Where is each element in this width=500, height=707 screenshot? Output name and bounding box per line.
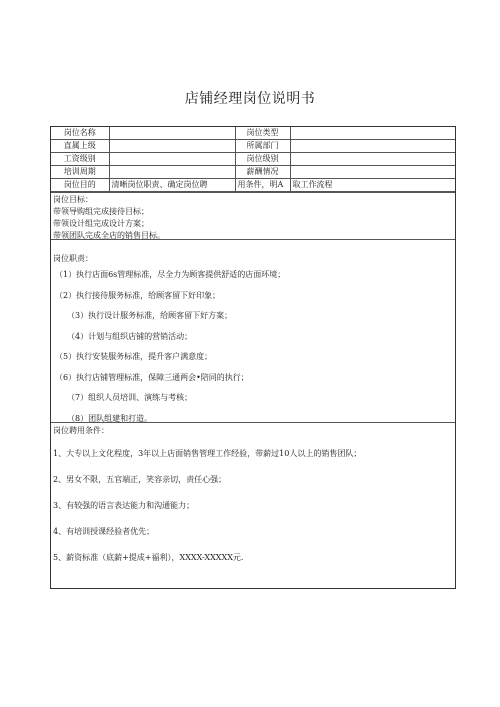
list-item: （8）团队组建和打造。 [67, 413, 153, 422]
job-purpose-label: 岗位目的 [51, 179, 109, 192]
list-item: 1、大专以上文化程度，3年以上店面销售管理工作经验，带薪过10人以上的销售团队； [53, 449, 362, 458]
table-row [51, 140, 455, 153]
direct-supervisor-value[interactable] [109, 140, 235, 153]
department-label: 所属部门 [235, 140, 290, 153]
hiring-requirements-section [51, 422, 455, 588]
list-item: 带领导购组完成接待目标； [53, 207, 149, 216]
salary-level-label: 工资级别 [51, 153, 109, 166]
list-item: 4、有培训授课经验者优先； [53, 527, 155, 536]
job-info-table [51, 127, 455, 192]
list-item: 带领团队完成全店的销售目标。 [53, 231, 165, 239]
table-row [51, 127, 455, 140]
training-period-value[interactable] [109, 166, 235, 179]
table-row [51, 179, 455, 192]
list-item: （1）执行店面6s管理标准，尽全力为顾客提供舒适的店面环境； [55, 270, 286, 279]
direct-supervisor-label: 直属上级 [51, 140, 109, 153]
compensation-value[interactable] [290, 166, 455, 179]
list-item: （2）执行接待服务标准，给顾客留下好印象； [55, 290, 221, 300]
table-row [51, 153, 455, 166]
job-purpose-text-3: 取工作流程 [290, 179, 455, 192]
job-type-label: 岗位类型 [235, 127, 290, 140]
salary-level-value[interactable] [109, 153, 235, 166]
job-name-label: 岗位名称 [51, 127, 109, 140]
job-goals-heading: 岗位目标： [53, 195, 93, 204]
job-level-label: 岗位级别 [235, 153, 290, 166]
training-period-label: 培训周期 [51, 166, 109, 179]
list-item: 带领设计组完成设计方案； [53, 219, 149, 228]
job-duties-section [51, 239, 455, 422]
department-value[interactable] [290, 140, 455, 153]
list-item: （6）执行店铺管理标准，保障三通两会•陪同的执行； [55, 372, 249, 382]
job-level-value[interactable] [290, 153, 455, 166]
job-goals-section [51, 192, 455, 239]
job-purpose-text-1: 清晰岗位职责、确定岗位聘 [109, 179, 235, 192]
job-description-form [50, 126, 456, 589]
list-item: 3、有较强的语言表达能力和沟通能力； [53, 501, 195, 510]
job-duties-heading: 岗位职责： [53, 254, 93, 263]
hiring-requirements-heading: 岗位聘用条件： [53, 426, 109, 435]
list-item: 5、薪资标准（底薪+提成+福利），XXXX-XXXXX元. [53, 553, 244, 562]
job-name-value[interactable] [109, 127, 235, 140]
page-title: 店铺经理岗位说明书 [184, 91, 316, 107]
list-item: （4）计划与组织店铺的营销活动； [67, 331, 193, 341]
list-item: （7）组织人员培训、演练与考核； [67, 393, 193, 402]
job-purpose-text-2: 用条件，明A [235, 179, 290, 192]
compensation-label: 薪酬情况 [235, 166, 290, 179]
list-item: （3）执行设计服务标准，给顾客留下好方案； [67, 311, 233, 320]
table-row [51, 166, 455, 179]
list-item: 2、男女不限，五官端正，笑容亲切，责任心强； [53, 475, 227, 484]
list-item: （5）执行安装服务标准，提升客户满意度； [55, 352, 213, 361]
job-type-value[interactable] [290, 127, 455, 140]
